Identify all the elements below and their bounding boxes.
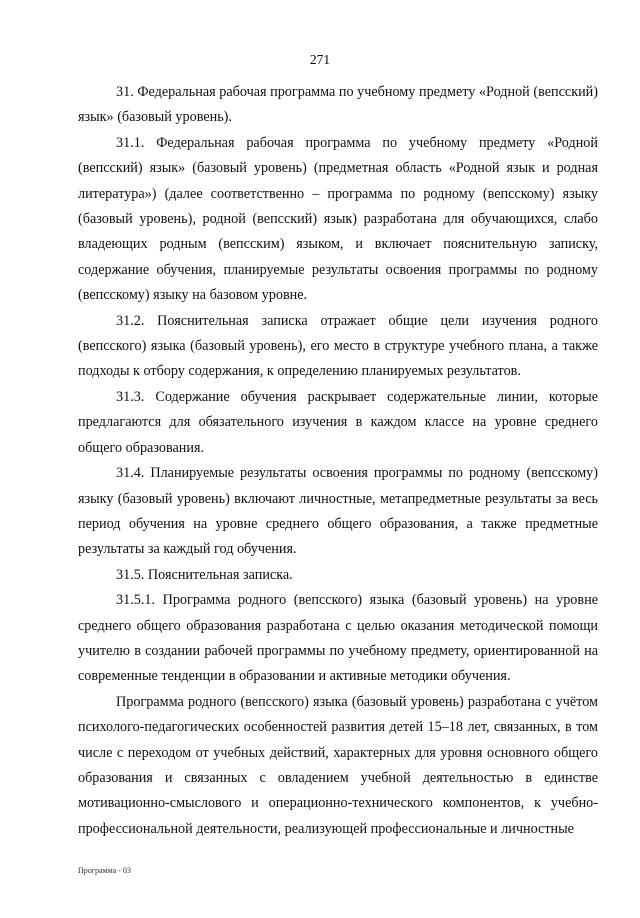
- paragraph-31-5-1: 31.5.1. Программа родного (вепсского) языка (базовый уровень) на уровне среднего общего образования разработана с целью оказания методической помощи учителю в создании рабочей программы по учебному предмету, ориентированной на современные тенденции в образовании и активные методики обучения.: [78, 592, 598, 685]
- page-footer: Программа - 03: [78, 866, 131, 875]
- page-number: 271: [309, 52, 331, 67]
- document-body: [78, 80, 598, 842]
- paragraph-31: 31. Федеральная рабочая программа по учебному предмету «Родной (вепсский) язык» (базовый уровень).: [78, 84, 598, 126]
- paragraph-program-development: Программа родного (вепсского) языка (базовый уровень) разработана с учётом психолого-педагогических особенностей развития детей 15–18 лет, связанных, в том числе с переходом от учебных действий, характерных для уровня основного общего образования и связанных с овладением учебной деятельностью в единстве мотивационно-смыслового и операционно-технического компонентов, к учебно-профессиональной деятельности, реализующей профессиональные и личностные: [78, 693, 598, 837]
- paragraph-31-5: 31.5. Пояснительная записка.: [116, 566, 293, 583]
- paragraph-31-2: 31.2. Пояснительная записка отражает общие цели изучения родного (вепсского) языка (базовый уровень), его место в структуре учебного плана, а также подходы к отбору содержания, к определению планируемых результатов.: [78, 312, 598, 380]
- paragraph-31-3: 31.3. Содержание обучения раскрывает содержательные линии, которые предлагаются для обязательного изучения в каждом классе на уровне среднего общего образования.: [78, 388, 598, 456]
- paragraph-31-4: 31.4. Планируемые результаты освоения программы по родному (вепсскому) языку (базовый уровень) включают личностные, метапредметные результаты за весь период обучения на уровне среднего общего образования, а также предметные результаты за каждый год обучения.: [78, 465, 598, 558]
- paragraph-31-1: 31.1. Федеральная рабочая программа по учебному предмету «Родной (вепсский) язык» (базовый уровень) (предметная область «Родной язык и родная литература») (далее соответственно – программа по родному (вепсскому) языку (базовый уровень), родной (вепсский) язык) разработана для обучающихся, слабо владеющих родным (вепсским) языком, и включает пояснительную записку, содержание обучения, планируемые результаты освоения программы по родному (вепсскому) языку на базовом уровне.: [78, 134, 598, 304]
